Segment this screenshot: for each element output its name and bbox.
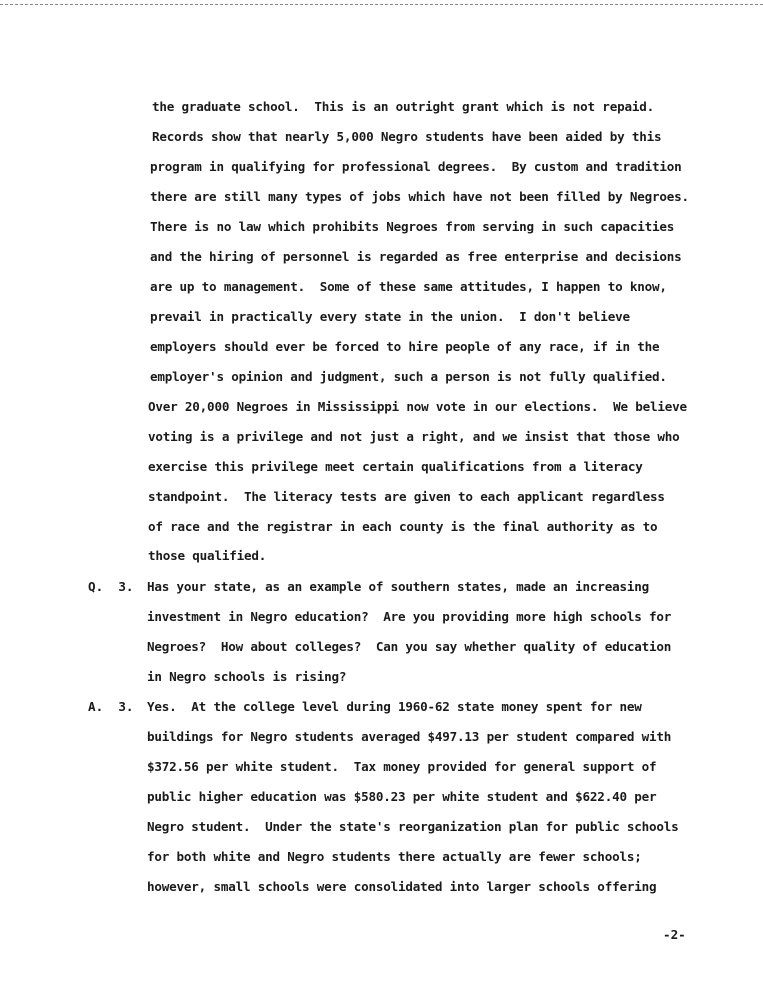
text-line: employers should ever be forced to hire people of any race, if in the [150, 339, 660, 354]
text-line: for both white and Negro students there actually are fewer schools; [147, 849, 642, 864]
text-line: investment in Negro education? Are you providing more high schools for [147, 609, 672, 624]
text-line: Over 20,000 Negroes in Mississippi now vote in our elections. We believe [148, 399, 687, 414]
text-line: employer's opinion and judgment, such a person is not fully qualified. [150, 369, 667, 384]
text-line: There is no law which prohibits Negroes from serving in such capacities [150, 219, 675, 234]
text-line: voting is a privilege and not just a right, and we insist that those who [148, 429, 680, 444]
text-line: there are still many types of jobs which have not been filled by Negroes. [150, 189, 689, 204]
text-line: $372.56 per white student. Tax money provided for general support of [147, 759, 657, 774]
text-line: Yes. At the college level during 1960-62 state money spent for new [147, 699, 642, 714]
text-line: those qualified. [148, 548, 267, 563]
text-line: prevail in practically every state in the union. I don't believe [150, 309, 630, 324]
question-marker: Q. 3. [88, 579, 134, 594]
answer-marker: A. 3. [88, 699, 134, 714]
top-border-rule [0, 4, 763, 5]
text-line: the graduate school. This is an outright grant which is not repaid. [152, 99, 654, 114]
text-line: Records show that nearly 5,000 Negro students have been aided by this [152, 129, 662, 144]
text-line: Negroes? How about colleges? Can you say whether quality of education [147, 639, 672, 654]
text-line: exercise this privilege meet certain qualifications from a literacy [148, 459, 643, 474]
text-line: and the hiring of personnel is regarded as free enterprise and decisions [150, 249, 682, 264]
text-line: standpoint. The literacy tests are given to each applicant regardless [148, 489, 665, 504]
text-line: program in qualifying for professional degrees. By custom and tradition [150, 159, 682, 174]
text-line: public higher education was $580.23 per white student and $622.40 per [147, 789, 657, 804]
text-line: are up to management. Some of these same attitudes, I happen to know, [150, 279, 667, 294]
text-line: Negro student. Under the state's reorganization plan for public schools [147, 819, 679, 834]
text-line: however, small schools were consolidated into larger schools offering [147, 879, 657, 894]
text-line: of race and the registrar in each county is the final authority as to [148, 519, 658, 534]
text-line: in Negro schools is rising? [147, 669, 347, 684]
text-line: buildings for Negro students averaged $497.13 per student compared with [147, 729, 672, 744]
page-number: -2- [663, 927, 686, 942]
text-line: Has your state, as an example of southern states, made an increasing [147, 579, 649, 594]
